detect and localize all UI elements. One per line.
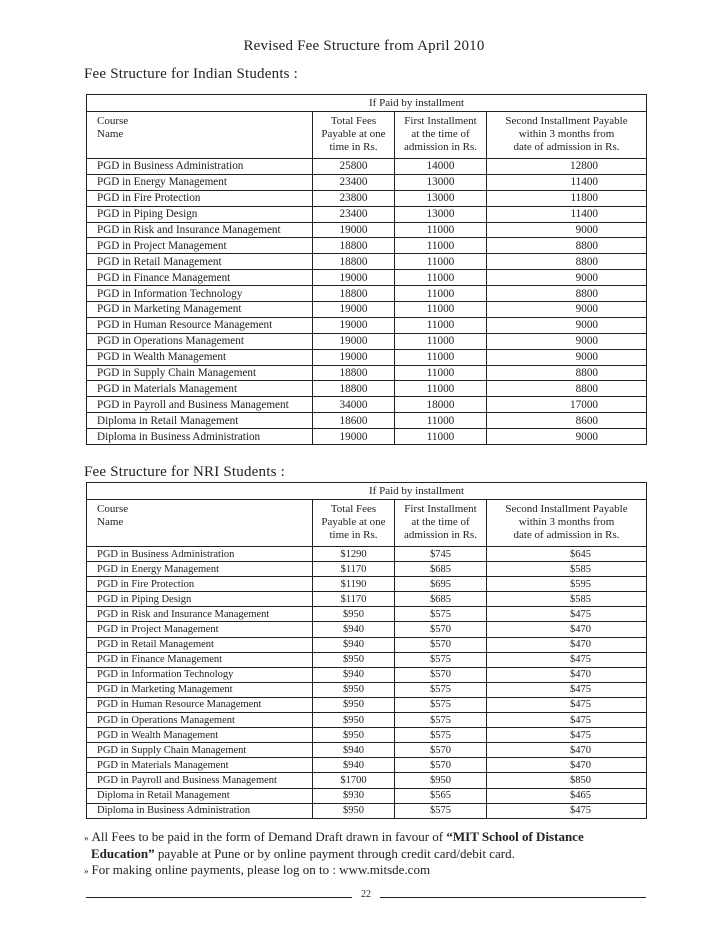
total-fees-cell: 25800 [313,159,395,175]
total-fees-cell: $1190 [313,577,395,592]
course-name-cell: PGD in Risk and Insurance Management [87,607,313,622]
first-installment-cell: 11000 [395,413,487,429]
installment-heading: If Paid by installment [87,483,647,500]
second-installment-cell: 9000 [487,429,647,445]
total-fees-cell: 19000 [313,429,395,445]
second-installment-cell: $595 [487,577,647,592]
table-top-row [87,95,647,112]
course-name-cell: PGD in Project Management [87,238,313,254]
first-installment-cell: 11000 [395,333,487,349]
second-installment-cell: $470 [487,637,647,652]
course-header: Course Name [87,500,313,547]
first-installment-header: First Installment at the time of admission in Rs. [395,112,487,159]
first-installment-cell: $570 [395,667,487,682]
course-name-cell: PGD in Project Management [87,622,313,637]
installment-heading: If Paid by installment [87,95,647,112]
first-installment-cell: $745 [395,547,487,562]
second-installment-cell: $585 [487,592,647,607]
total-fees-cell: $950 [313,697,395,712]
bullet-icon: » [84,833,89,843]
table-row [87,413,647,429]
second-installment-cell: $465 [487,788,647,803]
total-fees-header: Total Fees Payable at one time in Rs. [313,500,395,547]
table-row [87,562,647,577]
second-installment-cell: $470 [487,622,647,637]
total-fees-cell: 18800 [313,238,395,254]
first-installment-cell: 18000 [395,397,487,413]
first-installment-cell: $685 [395,562,487,577]
total-fees-cell: 23400 [313,174,395,190]
course-name-cell: PGD in Supply Chain Management [87,365,313,381]
second-installment-cell: 9000 [487,333,647,349]
first-installment-cell: 11000 [395,286,487,302]
table-row [87,592,647,607]
course-name-cell: PGD in Operations Management [87,713,313,728]
course-name-cell: PGD in Fire Protection [87,577,313,592]
total-fees-cell: 23400 [313,206,395,222]
second-installment-cell: 9000 [487,349,647,365]
second-installment-cell: $585 [487,562,647,577]
first-installment-cell: $565 [395,788,487,803]
first-installment-cell: 11000 [395,429,487,445]
table-row [87,622,647,637]
total-fees-cell: $940 [313,667,395,682]
total-fees-cell: 19000 [313,333,395,349]
table-row [87,206,647,222]
first-installment-cell: $575 [395,728,487,743]
page-title: Revised Fee Structure from April 2010 [243,38,485,54]
indian-fee-table [86,94,647,445]
table-row [87,652,647,667]
first-installment-cell: 11000 [395,365,487,381]
course-name-cell: PGD in Piping Design [87,592,313,607]
total-fees-cell: 19000 [313,349,395,365]
course-name-cell: PGD in Human Resource Management [87,317,313,333]
table-row [87,270,647,286]
second-installment-cell: 11400 [487,174,647,190]
course-name-cell: PGD in Fire Protection [87,190,313,206]
first-installment-cell: 11000 [395,238,487,254]
course-name-cell: Diploma in Retail Management [87,413,313,429]
first-installment-cell: $570 [395,758,487,773]
table-row [87,743,647,758]
second-installment-cell: $475 [487,607,647,622]
note-demand-draft: » All Fees to be paid in the form of Demand Draft drawn in favour of “MIT School of Distance [84,829,584,844]
course-name-cell: PGD in Business Administration [87,159,313,175]
second-installment-cell: 8800 [487,238,647,254]
table-row [87,773,647,788]
first-installment-cell: 14000 [395,159,487,175]
total-fees-cell: 18800 [313,365,395,381]
first-installment-cell: $570 [395,622,487,637]
total-fees-cell: $940 [313,743,395,758]
course-name-cell: PGD in Wealth Management [87,349,313,365]
total-fees-cell: 18800 [313,381,395,397]
course-name-cell: Diploma in Business Administration [87,429,313,445]
course-name-cell: PGD in Retail Management [87,254,313,270]
total-fees-cell: $1170 [313,592,395,607]
first-installment-cell: $575 [395,682,487,697]
second-installment-header: Second Installment Payable within 3 months from date of admission in Rs. [487,500,647,547]
second-installment-cell: 12800 [487,159,647,175]
page-footer [86,889,646,903]
table-row [87,667,647,682]
table-row [87,238,647,254]
table-row [87,682,647,697]
course-name-cell: PGD in Human Resource Management [87,697,313,712]
table-row [87,222,647,238]
course-name-cell: PGD in Business Administration [87,547,313,562]
total-fees-cell: 19000 [313,270,395,286]
course-name-cell: PGD in Information Technology [87,286,313,302]
first-installment-cell: 11000 [395,222,487,238]
total-fees-cell: $950 [313,652,395,667]
second-installment-cell: $475 [487,652,647,667]
note-online-payment: » For making online payments, please log on to : www.mitsde.com [84,862,431,877]
bullet-icon: » [84,866,89,876]
table-row [87,302,647,318]
first-installment-cell: 11000 [395,317,487,333]
course-name-cell: Diploma in Retail Management [87,788,313,803]
course-name-cell: PGD in Information Technology [87,667,313,682]
first-installment-cell: $575 [395,697,487,712]
total-fees-cell: $940 [313,758,395,773]
total-fees-cell: 18800 [313,254,395,270]
total-fees-cell: 18600 [313,413,395,429]
first-installment-cell: $575 [395,713,487,728]
total-fees-cell: $950 [313,728,395,743]
second-installment-header: Second Installment Payable within 3 months from date of admission in Rs. [487,112,647,159]
table-top-row [87,483,647,500]
second-installment-cell: 8800 [487,381,647,397]
table-row [87,317,647,333]
total-fees-cell: 19000 [313,317,395,333]
nri-section-heading: Fee Structure for NRI Students : [84,464,285,480]
first-installment-cell: $570 [395,637,487,652]
nri-fee-table [86,482,647,819]
first-installment-cell: 13000 [395,206,487,222]
first-installment-cell: 11000 [395,349,487,365]
second-installment-cell: 9000 [487,222,647,238]
course-name-cell: PGD in Retail Management [87,637,313,652]
course-name-cell: PGD in Risk and Insurance Management [87,222,313,238]
total-fees-cell: 18800 [313,286,395,302]
table-row [87,365,647,381]
second-installment-cell: 8800 [487,365,647,381]
total-fees-cell: $950 [313,682,395,697]
total-fees-cell: $950 [313,713,395,728]
course-name-cell: PGD in Marketing Management [87,682,313,697]
second-installment-cell: 17000 [487,397,647,413]
second-installment-cell: $475 [487,713,647,728]
table-row [87,174,647,190]
table-row [87,637,647,652]
second-installment-cell: 8800 [487,286,647,302]
first-installment-cell: $575 [395,652,487,667]
footer-rule-left [86,897,352,898]
total-fees-cell: $950 [313,607,395,622]
total-fees-cell: $1290 [313,547,395,562]
first-installment-cell: $575 [395,607,487,622]
second-installment-cell: $475 [487,803,647,818]
second-installment-cell: $475 [487,682,647,697]
total-fees-cell: $940 [313,637,395,652]
second-installment-cell: $645 [487,547,647,562]
total-fees-cell: $950 [313,803,395,818]
first-installment-cell: 11000 [395,254,487,270]
course-name-cell: PGD in Payroll and Business Management [87,773,313,788]
table-row [87,381,647,397]
course-name-cell: PGD in Supply Chain Management [87,743,313,758]
table-row [87,697,647,712]
payment-notes [84,829,584,879]
total-fees-cell: 23800 [313,190,395,206]
indian-section-heading: Fee Structure for Indian Students : [84,66,299,82]
second-installment-cell: 11400 [487,206,647,222]
total-fees-header: Total Fees Payable at one time in Rs. [313,112,395,159]
second-installment-cell: 9000 [487,302,647,318]
second-installment-cell: $470 [487,758,647,773]
table-row [87,190,647,206]
first-installment-cell: $575 [395,803,487,818]
course-name-cell: PGD in Payroll and Business Management [87,397,313,413]
table-row [87,159,647,175]
table-row [87,429,647,445]
first-installment-cell: $685 [395,592,487,607]
course-header: Course Name [87,112,313,159]
course-name-cell: Diploma in Business Administration [87,803,313,818]
first-installment-cell: 13000 [395,174,487,190]
table-row [87,286,647,302]
table-row [87,758,647,773]
table-row [87,713,647,728]
second-installment-cell: 11800 [487,190,647,206]
second-installment-cell: $475 [487,728,647,743]
course-name-cell: PGD in Finance Management [87,652,313,667]
course-name-cell: PGD in Operations Management [87,333,313,349]
table-row [87,728,647,743]
second-installment-cell: 8600 [487,413,647,429]
first-installment-cell: 11000 [395,302,487,318]
course-name-cell: PGD in Marketing Management [87,302,313,318]
first-installment-header: First Installment at the time of admission in Rs. [395,500,487,547]
course-name-cell: PGD in Finance Management [87,270,313,286]
table-row [87,349,647,365]
table-row [87,607,647,622]
first-installment-cell: 13000 [395,190,487,206]
course-name-cell: PGD in Materials Management [87,758,313,773]
total-fees-cell: $1170 [313,562,395,577]
table-row [87,577,647,592]
first-installment-cell: 11000 [395,270,487,286]
total-fees-cell: 34000 [313,397,395,413]
total-fees-cell: $1700 [313,773,395,788]
total-fees-cell: $930 [313,788,395,803]
course-name-cell: PGD in Energy Management [87,174,313,190]
second-installment-cell: $475 [487,697,647,712]
table-row [87,803,647,818]
table-row [87,254,647,270]
footer-rule-right [380,897,646,898]
first-installment-cell: $570 [395,743,487,758]
course-name-cell: PGD in Wealth Management [87,728,313,743]
table-row [87,788,647,803]
total-fees-cell: 19000 [313,222,395,238]
table-header-row [87,500,647,547]
table-header-row [87,112,647,159]
first-installment-cell: $695 [395,577,487,592]
course-name-cell: PGD in Piping Design [87,206,313,222]
second-installment-cell: $850 [487,773,647,788]
second-installment-cell: 9000 [487,270,647,286]
second-installment-cell: 9000 [487,317,647,333]
second-installment-cell: $470 [487,743,647,758]
first-installment-cell: 11000 [395,381,487,397]
course-name-cell: PGD in Energy Management [87,562,313,577]
table-row [87,333,647,349]
course-name-cell: PGD in Materials Management [87,381,313,397]
total-fees-cell: 19000 [313,302,395,318]
page-number: 22 [361,889,371,900]
total-fees-cell: $940 [313,622,395,637]
table-row [87,397,647,413]
first-installment-cell: $950 [395,773,487,788]
second-installment-cell: $470 [487,667,647,682]
note-demand-draft-cont: Education” payable at Pune or by online payment through credit card/debit card. [91,846,515,861]
table-row [87,547,647,562]
second-installment-cell: 8800 [487,254,647,270]
